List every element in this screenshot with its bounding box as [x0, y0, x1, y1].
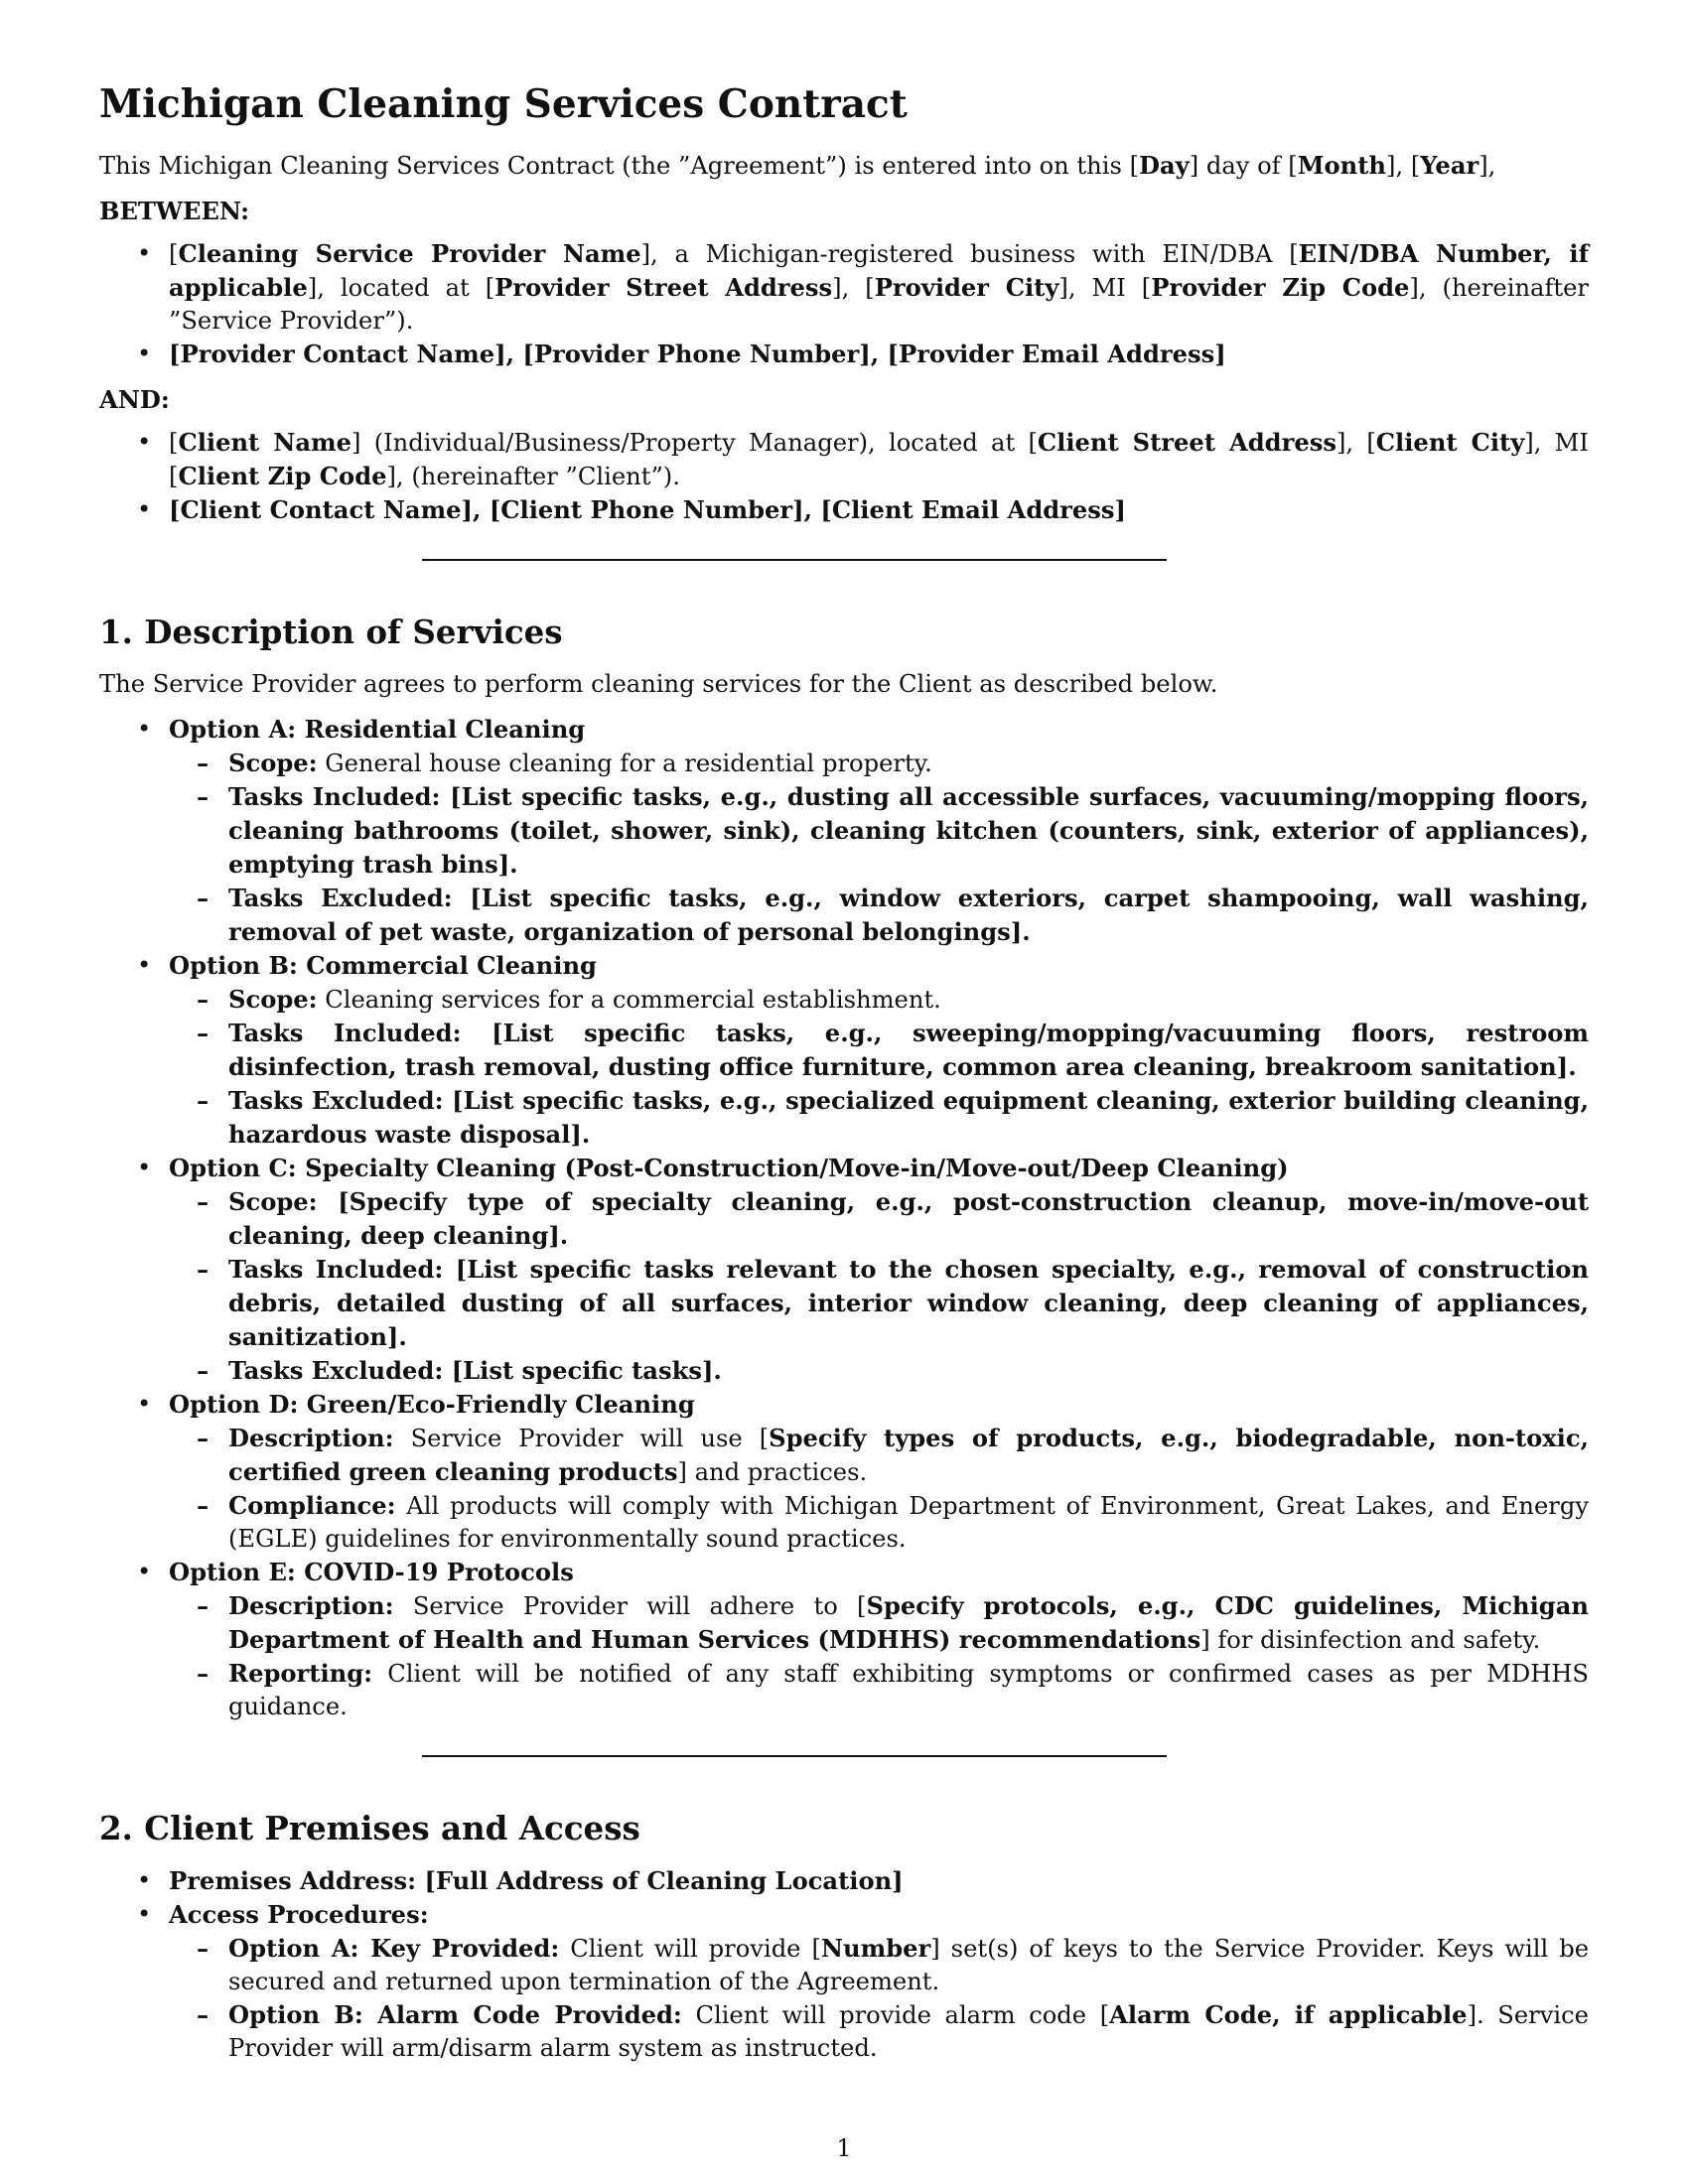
- option-c-excluded: – Tasks Excluded: [List specific tasks].: [169, 1354, 1589, 1388]
- client-contact: • [Client Contact Name], [Client Phone Number], [Client Email Address]: [99, 493, 1589, 527]
- client-phone: Client Phone Number: [500, 495, 793, 524]
- section-2-heading: 2. Client Premises and Access: [99, 1809, 640, 1847]
- provider-zip: Provider Zip Code: [1151, 273, 1410, 302]
- client-email: Client Email Address: [831, 495, 1115, 524]
- client-street: Client Street Address: [1037, 428, 1336, 457]
- option-e-title: Option E: COVID-19 Protocols: [169, 1558, 574, 1586]
- option-a-scope: – Scope: General house cleaning for a residential property.: [169, 747, 1589, 780]
- between-label: BETWEEN:: [99, 197, 250, 225]
- intro-text: ] day of [: [1189, 152, 1298, 180]
- provider-city: Provider City: [874, 273, 1059, 302]
- option-d-compliance: – Compliance: All products will comply with Michigan Department of Environment, Great Lakes, and Energy (EGLE) guidelines for environmentally sound practices.: [169, 1489, 1589, 1556]
- intro-text: ], [: [1386, 152, 1421, 180]
- client-contact-name: Client Contact Name: [180, 495, 462, 524]
- option-c-scope: – Scope: [Specify type of specialty cleaning, e.g., post-construction cleanup, move-in/move-out cleaning, deep cleaning].: [169, 1185, 1589, 1253]
- provider-details: • [Cleaning Service Provider Name], a Michigan-registered business with EIN/DBA [EIN/DBA Number, if applicable], located at [Provider Street Address], [Provider City], MI [Provider Zip Code], (hereinafter ”Service Provider”).: [99, 237, 1589, 338]
- provider-list: [99, 237, 1589, 371]
- option-a: [99, 713, 1589, 949]
- option-a-included: – Tasks Included: [List specific tasks, e.g., dusting all accessible surfaces, vacuuming/mopping floors, cleaning bathrooms (toilet, shower, sink), cleaning kitchen (counters, sink, exterior of appliances), emptying trash bins].: [169, 780, 1589, 882]
- client-zip: Client Zip Code: [178, 462, 387, 490]
- option-b-excluded: – Tasks Excluded: [List specific tasks, e.g., specialized equipment cleaning, exterior building cleaning, hazardous waste disposal].: [169, 1084, 1589, 1152]
- provider-contact: • [Provider Contact Name], [Provider Phone Number], [Provider Email Address]: [99, 338, 1589, 371]
- section-divider: [422, 559, 1167, 561]
- option-a-title: Option A: Residential Cleaning: [169, 715, 586, 744]
- section-1-intro: The Service Provider agrees to perform cleaning services for the Client as described below.: [99, 670, 1218, 698]
- option-d: [99, 1388, 1589, 1556]
- section-1-heading: 1. Description of Services: [99, 613, 563, 651]
- option-b-included: – Tasks Included: [List specific tasks, e.g., sweeping/mopping/vacuuming floors, restroom disinfection, trash removal, dusting office furniture, common area cleaning, breakroom sanitation].: [169, 1017, 1589, 1084]
- option-b: [99, 949, 1589, 1152]
- access-option-b: – Option B: Alarm Code Provided: Client will provide alarm code [Alarm Code, if applicable]. Service Provider will arm/disarm alarm system as instructed.: [169, 1998, 1589, 2065]
- option-b-scope: – Scope: Cleaning services for a commercial establishment.: [169, 983, 1589, 1017]
- provider-phone: Provider Phone Number: [533, 340, 860, 368]
- option-b-title: Option B: Commercial Cleaning: [169, 951, 597, 980]
- provider-email: Provider Email Address: [899, 340, 1215, 368]
- page-number: 1: [836, 2134, 852, 2162]
- provider-ein: EIN/DBA Number, if applicable: [169, 239, 1589, 302]
- option-c-included: – Tasks Included: [List specific tasks relevant to the chosen specialty, e.g., removal of construction debris, detailed dusting of all surfaces, interior window cleaning, deep cleaning of appliances, sanitization].: [169, 1253, 1589, 1354]
- option-d-description: – Description: Service Provider will use [Specify types of products, e.g., biodegradable, non-toxic, certified green cleaning products] and practices.: [169, 1422, 1589, 1489]
- client-list: [99, 426, 1589, 527]
- provider-name: Cleaning Service Provider Name: [178, 239, 641, 268]
- document-title: Michigan Cleaning Services Contract: [99, 81, 908, 127]
- option-a-excluded: – Tasks Excluded: [List specific tasks, e.g., window exteriors, carpet shampooing, wall washing, removal of pet waste, organization of personal belongings].: [169, 882, 1589, 949]
- option-e-description: – Description: Service Provider will adhere to [Specify protocols, e.g., CDC guidelines, Michigan Department of Health and Human Services (MDHHS) recommendations] for disinfection and safety.: [169, 1589, 1589, 1657]
- option-e: [99, 1556, 1589, 1723]
- option-d-title: Option D: Green/Eco-Friendly Cleaning: [169, 1390, 695, 1419]
- client-name: Client Name: [178, 428, 352, 457]
- section-divider: [422, 1755, 1167, 1757]
- year-placeholder: Year: [1420, 151, 1479, 180]
- document-page: [99, 81, 1589, 2077]
- option-c: [99, 1152, 1589, 1388]
- premises-address: • Premises Address: [Full Address of Cleaning Location]: [99, 1864, 1589, 1898]
- client-details: • [Client Name] (Individual/Business/Property Manager), located at [Client Street Address], [Client City], MI [Client Zip Code], (hereinafter ”Client”).: [99, 426, 1589, 493]
- service-options-list: [99, 713, 1589, 1723]
- intro-paragraph: [99, 149, 1589, 183]
- client-city: Client City: [1375, 428, 1525, 457]
- access-procedures: [99, 1898, 1589, 2065]
- provider-street: Provider Street Address: [494, 273, 833, 302]
- month-placeholder: Month: [1297, 151, 1387, 180]
- intro-text: ],: [1478, 152, 1496, 180]
- intro-text: This Michigan Cleaning Services Contract (the ”Agreement”) is entered into on this [: [99, 152, 1140, 180]
- provider-contact-name: Provider Contact Name: [180, 340, 495, 368]
- premises-list: [99, 1864, 1589, 2065]
- option-c-title: Option C: Specialty Cleaning (Post-Construction/Move-in/Move-out/Deep Cleaning): [169, 1154, 1289, 1182]
- day-placeholder: Day: [1139, 151, 1190, 180]
- access-label: Access Procedures:: [169, 1900, 429, 1929]
- access-option-a: – Option A: Key Provided: Client will provide [Number] set(s) of keys to the Service Provider. Keys will be secured and returned upon termination of the Agreement.: [169, 1932, 1589, 1998]
- option-e-reporting: – Reporting: Client will be notified of any staff exhibiting symptoms or confirmed cases as per MDHHS guidance.: [169, 1657, 1589, 1723]
- and-label: AND:: [99, 385, 170, 414]
